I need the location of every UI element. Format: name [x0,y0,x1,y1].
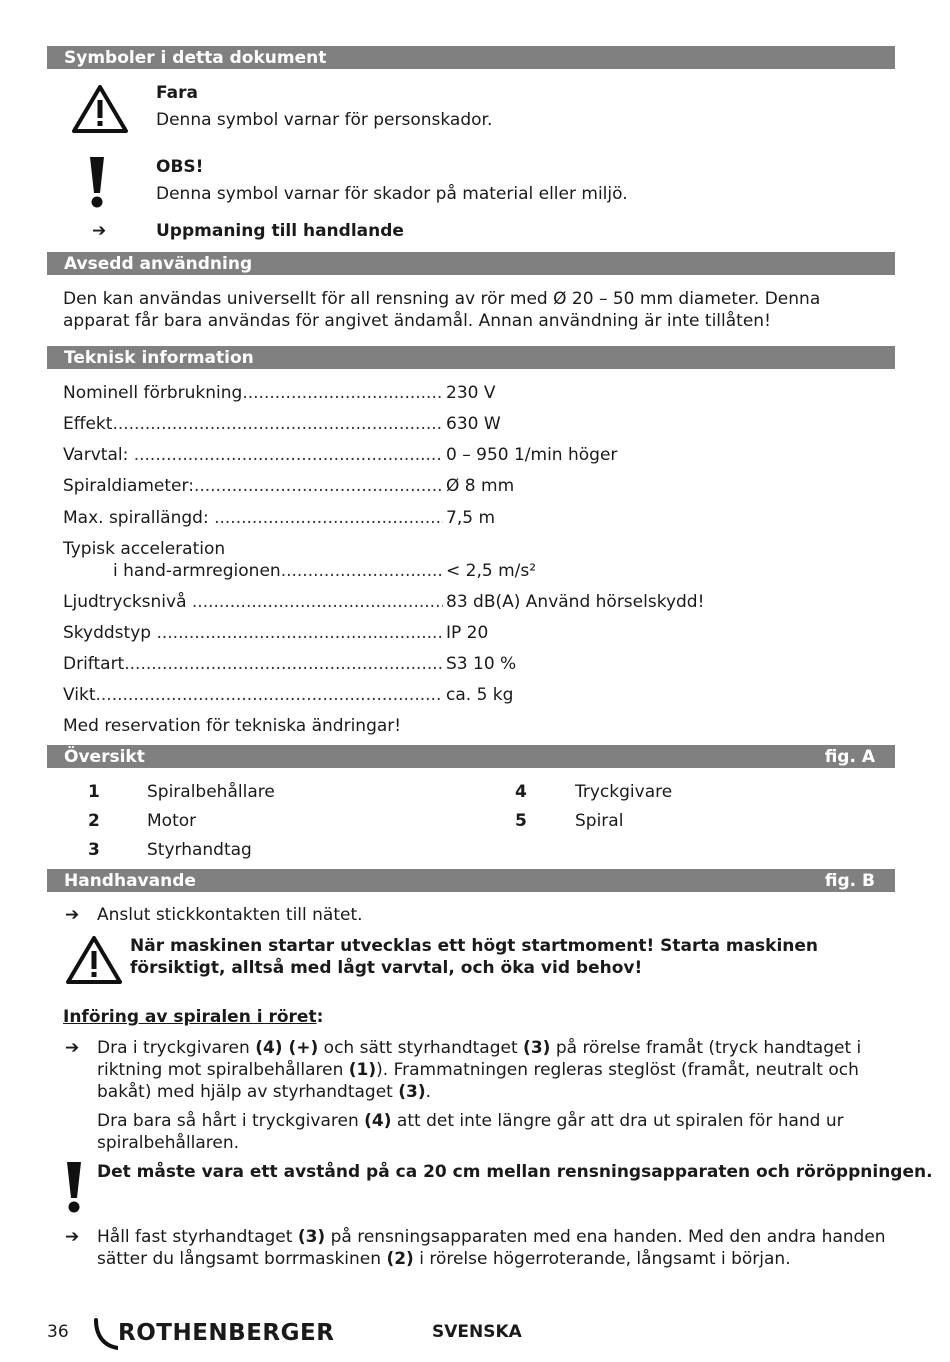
danger-text: Denna symbol varnar för personskador. [156,110,493,130]
arrow-right-icon: ➔ [65,1038,80,1058]
obs-text: Det måste vara ett avstånd på ca 20 cm mellan rensningsapparaten och röröppningen. [97,1162,933,1182]
overview-label: Spiral [575,811,624,831]
spec-row [63,623,703,647]
brand-name: ROTHENBERGER [118,1320,335,1346]
section-title: Översikt [64,746,145,767]
overview-label: Styrhandtag [147,840,252,860]
spec-value: 230 V [446,383,496,403]
spec-label: Driftart ..... [63,654,443,676]
spec-row [63,508,703,532]
arrow-right-icon: ➔ [65,905,80,925]
spec-value: Ø 8 mm [446,476,515,496]
spec-row [63,654,703,678]
spec-row [63,414,703,438]
spec-row [63,445,703,469]
section-header-technical [47,346,895,369]
spec-label: Ljudtrycksnivå ..... [63,592,443,614]
section-header-symbols [47,46,895,69]
spec-value: 83 dB(A) Använd hörselskydd! [446,592,705,612]
spec-label-prefix: Typisk acceleration [63,539,226,559]
section-header-intended [47,252,895,275]
overview-number: 2 [88,811,100,831]
step-text: Håll fast styrhandtaget (3) på rensningsapparaten med ena handen. Med den andra handen sätter du långsamt borrmaskinen (2) i rörelse högerroterande, långsamt i början. [97,1227,886,1269]
exclamation-icon [88,157,106,209]
danger-title: Fara [156,83,198,103]
spec-label: Spiraldiameter: ..... [63,476,443,498]
spec-value: < 2,5 m/s² [446,561,537,581]
spec-label: Varvtal: ..... [63,445,443,467]
figure-ref: fig. A [824,746,875,767]
spec-value: 7,5 m [446,508,495,528]
exclamation-icon [65,1162,83,1214]
section-header-handling [47,869,895,892]
arrow-right-icon: ➔ [92,221,107,241]
spec-row [63,592,703,616]
section-title: Handhavande [64,870,196,891]
warning-text: När maskinen startar utvecklas ett högt startmoment! Starta maskinen försiktigt, alltså med lågt varvtal, och öka vid behov! [130,936,819,978]
step-text: Dra bara så hårt i tryckgivaren (4) att det inte längre går att dra ut spiralen för hand ur spiralbehållaren. [97,1111,844,1153]
overview-number: 4 [515,782,527,802]
spec-label: Max. spirallängd: ..... [63,508,443,530]
intended-text: Den kan användas universellt för all rensning av rör med Ø 20 – 50 mm diameter. Denna apparat får bara användas för angivet ändamål. Annan användning är inte tillåten! [63,289,821,331]
brand-swoosh-icon [90,1316,118,1350]
spec-value: 0 – 950 1/min höger [446,445,618,465]
overview-label: Tryckgivare [575,782,673,802]
action-title: Uppmaning till handlande [156,221,404,241]
figure-ref: fig. B [824,870,875,891]
step-text: Dra i tryckgivaren (4) (+) och sätt styrhandtaget (3) på rörelse framåt (tryck handtaget i riktning mot spiralbehållaren (1)). Frammatningen regleras steglöst (framåt, neutralt och bakåt) med hjälp av styrhandtaget (3). [97,1038,862,1102]
step-text: Anslut stickkontakten till nätet. [97,905,363,925]
spec-value: S3 10 % [446,654,517,674]
warning-triangle-icon [65,935,123,985]
section-title: Symboler i detta dokument [64,47,327,68]
spec-value: ca. 5 kg [446,685,514,705]
spec-note: Med reservation för tekniska ändringar! [63,716,402,736]
obs-title: OBS! [156,157,204,177]
spec-row [63,383,703,407]
overview-number: 3 [88,840,100,860]
arrow-right-icon: ➔ [65,1227,80,1247]
spec-value: IP 20 [446,623,489,643]
overview-number: 5 [515,811,527,831]
spec-label: Skyddstyp ..... [63,623,443,645]
obs-text: Denna symbol varnar för skador på material eller miljö. [156,184,628,204]
overview-label: Motor [147,811,197,831]
spec-row [63,476,703,500]
subheading-colon: : [316,1007,324,1027]
page-number: 36 [47,1322,69,1342]
spec-label: Nominell förbrukning ..... [63,383,443,405]
language-label: SVENSKA [432,1322,522,1342]
section-title: Avsedd användning [64,253,253,274]
brand-logo [90,1316,334,1350]
spec-row [63,561,703,585]
section-header-overview [47,745,895,768]
spec-value: 630 W [446,414,501,434]
warning-triangle-icon [71,84,129,134]
spec-label: Vikt ..... [63,685,443,707]
spec-label: Effekt ..... [63,414,443,436]
overview-label: Spiralbehållare [147,782,275,802]
overview-number: 1 [88,782,100,802]
spec-row [63,685,703,709]
spec-label: i hand-armregionen ..... [113,561,443,583]
subheading [63,1007,323,1027]
subheading-text: Införing av spiralen i röret [63,1007,317,1027]
section-title: Teknisk information [64,347,254,368]
